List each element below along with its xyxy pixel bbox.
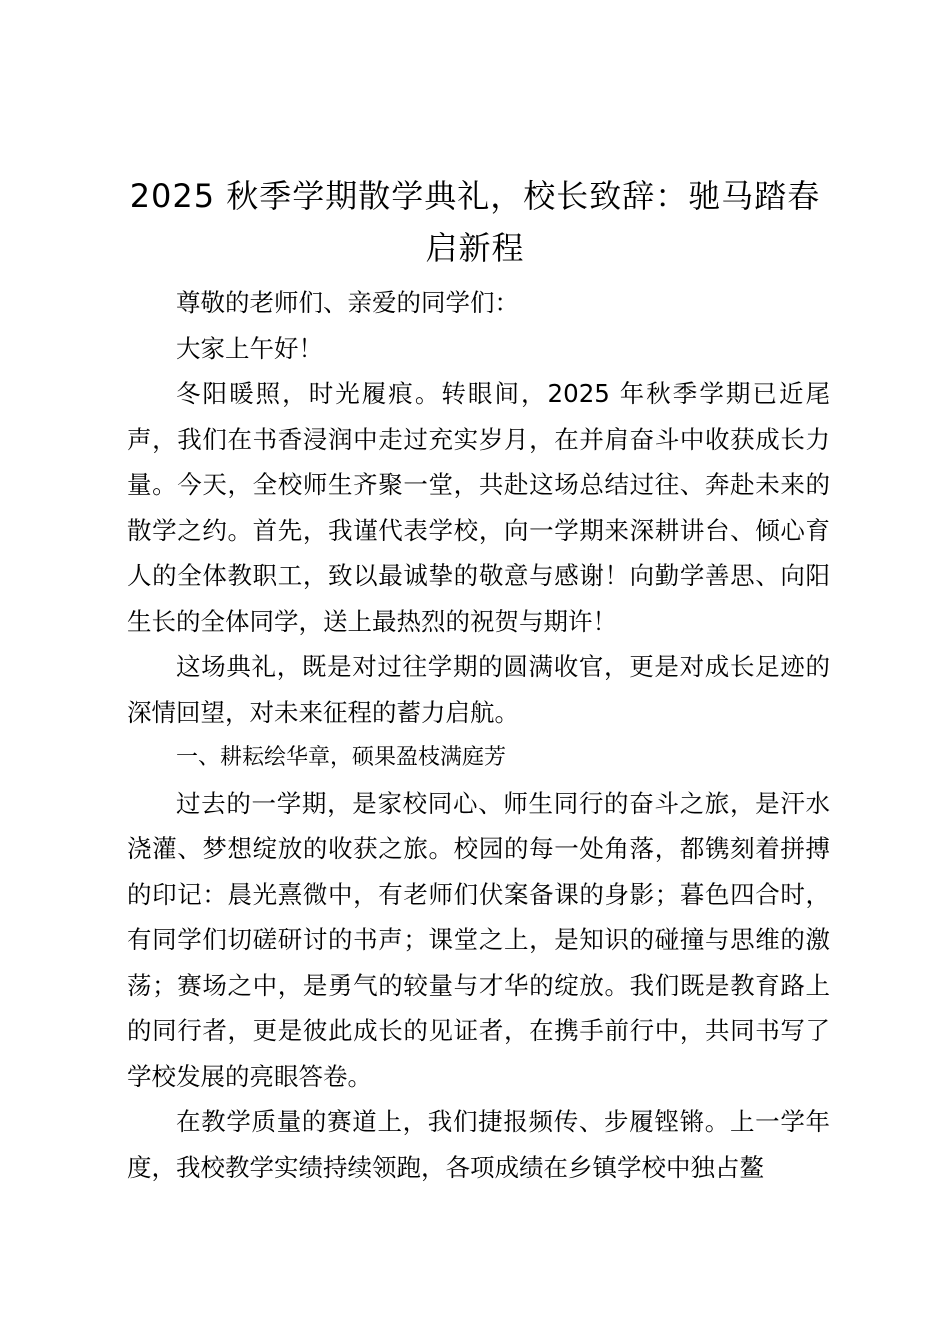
salutation: 尊敬的老师们、亲爱的同学们： [176,288,519,317]
greeting: 大家上午好！ [176,333,323,363]
section-heading: 一、耕耘绘华章，硕果盈枝满庭芳 [176,745,507,770]
body-paragraph: 冬阳暖照，时光履痕。转眼间，2025 年秋季学期已近尾声，我们在书香浸润中走过充实岁月，在并肩奋斗中收获成长力量。今天，全校师生齐聚一堂，共赴这场总结过往、奔赴未来的散学之约。首先，我谨代表学校，向一学期来深耕讲台、倾心育人的全体教职工，致以最诚挚的敬意与感谢！向勤学善思、向阳生长的全体同学，送上最热烈的祝贺与期许！ [127,379,830,636]
document-body [127,280,830,1190]
body-paragraph: 这场典礼，既是对过往学期的圆满收官，更是对成长足迹的深情回望，对未来征程的蓄力启航。 [127,652,830,727]
body-paragraph: 在教学质量的赛道上，我们捷报频传、步履铿锵。上一学年度，我校教学实绩持续领跑，各项成绩在乡镇学校中独占鳌 [127,1107,830,1182]
document-title: 2025 秋季学期散学典礼，校长致辞：驰马踏春启新程 [129,177,821,267]
body-paragraph: 过去的一学期，是家校同心、师生同行的奋斗之旅，是汗水浇灌、梦想绽放的收获之旅。校园的每一处角落，都镌刻着拼搏的印记：晨光熹微中，有老师们伏案备课的身影；暮色四合时，有同学们切磋研讨的书声；课堂之上，是知识的碰撞与思维的激荡；赛场之中，是勇气的较量与才华的绽放。我们既是教育路上的同行者，更是彼此成长的见证者，在携手前行中，共同书写了学校发展的亮眼答卷。 [127,788,830,1091]
